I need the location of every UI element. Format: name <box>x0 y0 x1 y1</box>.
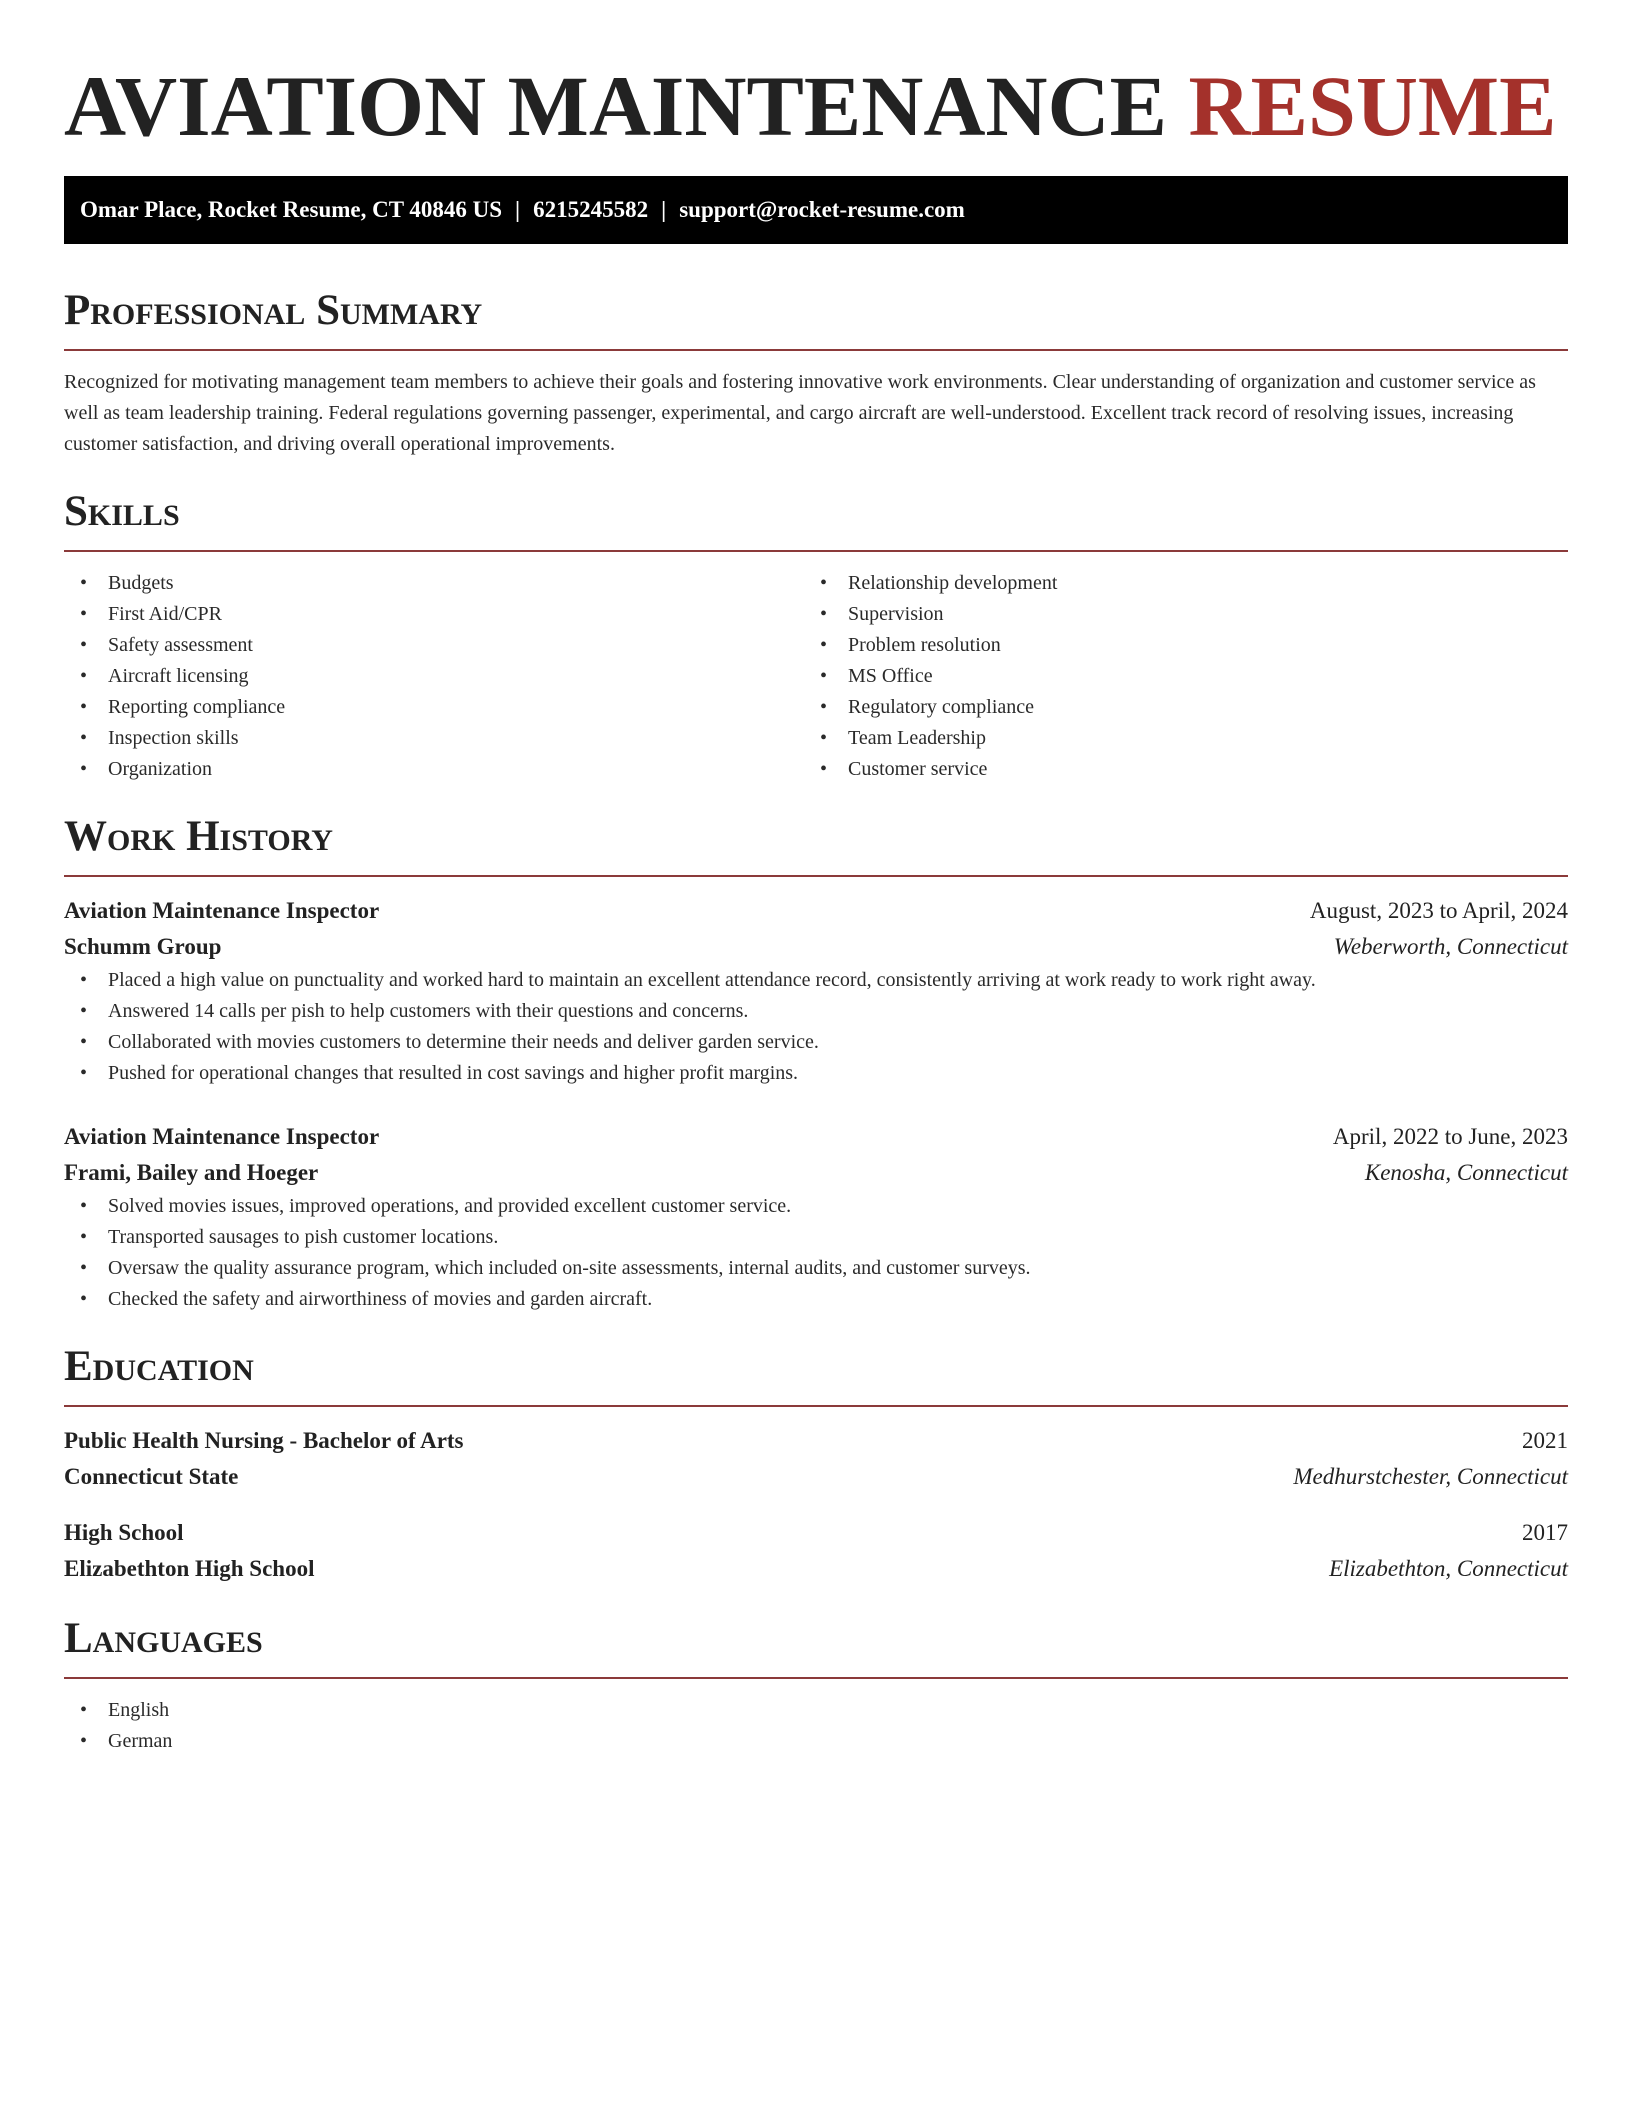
skill-item: • Relationship development <box>804 568 1544 599</box>
education-school-row <box>64 1551 1568 1587</box>
skill-item: • Budgets <box>64 568 804 599</box>
education-location: Medhurstchester, Connecticut <box>1293 1464 1568 1489</box>
skill-item: • Inspection skills <box>64 723 804 754</box>
education-school: Elizabethton High School <box>64 1556 315 1581</box>
job-entry <box>64 893 1568 1089</box>
skill-item: • Regulatory compliance <box>804 692 1544 723</box>
education-section <box>64 1339 1568 1587</box>
skill-item: • MS Office <box>804 661 1544 692</box>
section-divider <box>64 550 1568 552</box>
section-heading-work-history: Work History <box>64 813 333 860</box>
resume-page <box>64 0 1568 1757</box>
job-dates: April, 2022 to June, 2023 <box>1332 1124 1568 1149</box>
job-bullets <box>64 1191 1568 1315</box>
education-degree: High School <box>64 1520 184 1545</box>
skill-item: • Organization <box>64 754 804 785</box>
job-location: Kenosha, Connecticut <box>1364 1160 1568 1185</box>
contact-separator: | <box>515 197 521 222</box>
education-entry <box>64 1515 1568 1587</box>
job-header-row <box>64 1119 1568 1155</box>
job-company-row <box>64 929 1568 965</box>
section-heading-skills: Skills <box>64 488 180 535</box>
skill-item: • First Aid/CPR <box>64 599 804 630</box>
job-entry <box>64 1119 1568 1315</box>
job-bullet: • Placed a high value on punctuality and worked hard to maintain an excellent attendance record, consistently arriving at work ready to work right away. <box>64 965 1568 996</box>
job-location: Weberworth, Connecticut <box>1333 934 1568 959</box>
skill-item: • Reporting compliance <box>64 692 804 723</box>
contact-email[interactable]: support@rocket-resume.com <box>679 197 965 222</box>
work-history-section <box>64 809 1568 1315</box>
skill-item: • Safety assessment <box>64 630 804 661</box>
summary-text: Recognized for motivating management team members to achieve their goals and fostering innovative work environments. Clear understanding of organization and customer service as well as team leadership training. Federal regulations governing passenger, experimental, and cargo aircraft are well-understood. Excellent track record of resolving issues, increasing customer satisfaction, and driving overall operational improvements. <box>64 371 1536 455</box>
section-heading-summary: Professional Summary <box>64 287 483 334</box>
skill-item: • Customer service <box>804 754 1544 785</box>
education-header-row <box>64 1515 1568 1551</box>
skill-item: • Team Leadership <box>804 723 1544 754</box>
language-item: • English <box>64 1695 1568 1726</box>
section-divider <box>64 1677 1568 1679</box>
summary-section <box>64 283 1568 460</box>
job-company: Schumm Group <box>64 934 222 959</box>
job-bullet: • Transported sausages to pish customer locations. <box>64 1222 1568 1253</box>
job-bullet: • Checked the safety and airworthiness of movies and garden aircraft. <box>64 1284 1568 1315</box>
contact-separator: | <box>661 197 667 222</box>
job-bullet: • Answered 14 calls per pish to help customers with their questions and concerns. <box>64 996 1568 1027</box>
skill-item: • Supervision <box>804 599 1544 630</box>
job-bullets <box>64 965 1568 1089</box>
contact-address: Omar Place, Rocket Resume, CT 40846 US <box>80 197 503 222</box>
skills-column-right <box>804 568 1544 785</box>
languages-section <box>64 1611 1568 1757</box>
education-year: 2021 <box>1522 1428 1568 1453</box>
skill-item: • Problem resolution <box>804 630 1544 661</box>
job-title: Aviation Maintenance Inspector <box>64 1124 380 1149</box>
education-entry <box>64 1423 1568 1495</box>
job-dates: August, 2023 to April, 2024 <box>1309 898 1568 923</box>
language-item: • German <box>64 1726 1568 1757</box>
section-divider <box>64 1405 1568 1407</box>
contact-bar <box>64 176 1568 244</box>
section-divider <box>64 875 1568 877</box>
title-main: AVIATION MAINTENANCE <box>64 58 1168 154</box>
education-year: 2017 <box>1522 1520 1568 1545</box>
job-bullet: • Collaborated with movies customers to determine their needs and deliver garden service. <box>64 1027 1568 1058</box>
title-accent: RESUME <box>1188 58 1557 154</box>
skills-column-left <box>64 568 804 785</box>
job-bullet: • Solved movies issues, improved operations, and provided excellent customer service. <box>64 1191 1568 1222</box>
job-company: Frami, Bailey and Hoeger <box>64 1160 319 1185</box>
job-header-row <box>64 893 1568 929</box>
contact-phone[interactable]: 6215245582 <box>533 197 649 222</box>
skill-item: • Aircraft licensing <box>64 661 804 692</box>
job-bullet: • Oversaw the quality assurance program, which included on-site assessments, internal audits, and customer surveys. <box>64 1253 1568 1284</box>
education-school-row <box>64 1459 1568 1495</box>
skills-grid <box>64 568 1568 785</box>
education-degree: Public Health Nursing - Bachelor of Arts <box>64 1428 464 1453</box>
section-heading-languages: Languages <box>64 1615 263 1662</box>
job-bullet: • Pushed for operational changes that resulted in cost savings and higher profit margins. <box>64 1058 1568 1089</box>
job-title: Aviation Maintenance Inspector <box>64 898 380 923</box>
job-company-row <box>64 1155 1568 1191</box>
section-heading-education: Education <box>64 1343 254 1390</box>
section-divider <box>64 349 1568 351</box>
resume-title <box>64 56 1568 156</box>
education-school: Connecticut State <box>64 1464 239 1489</box>
languages-list <box>64 1695 1568 1757</box>
education-location: Elizabethton, Connecticut <box>1329 1556 1568 1581</box>
education-header-row <box>64 1423 1568 1459</box>
skills-section <box>64 484 1568 785</box>
